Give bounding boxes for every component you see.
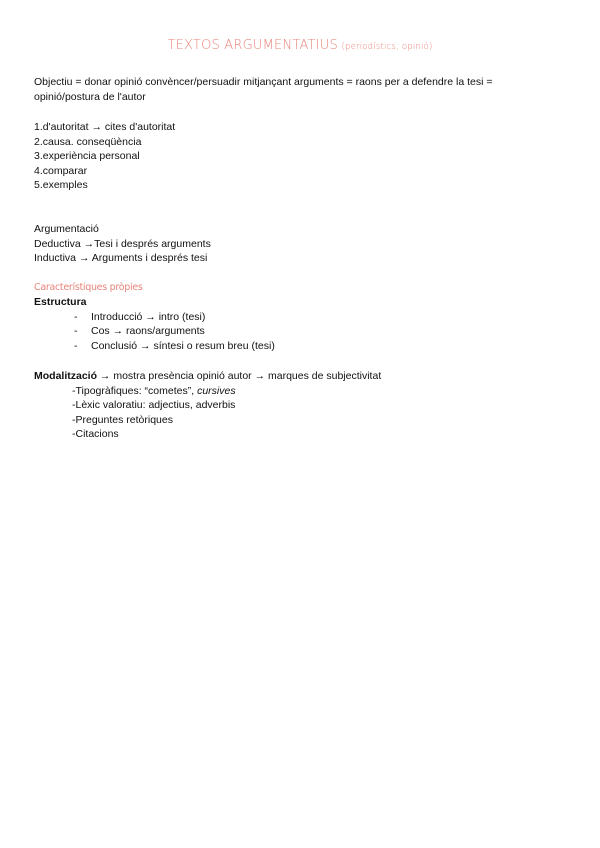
dash-bullet: - <box>74 310 78 323</box>
dash-bullet: - <box>74 325 78 338</box>
dash-bullet: - <box>74 339 78 352</box>
modalitzacio-section <box>34 369 554 442</box>
modalitzacio-item: -Lèxic valoratiu: adjectius, adverbis <box>72 399 236 412</box>
strategies-list <box>34 120 554 193</box>
objective-text: Objectiu = donar opinió convèncer/persuadir mitjançant arguments = raons per a defendre la tesi = opinió/postura de l'autor <box>34 76 493 103</box>
title-subtitle: (periodístics, opinió) <box>341 42 433 52</box>
strategy-item: 4.comparar <box>34 164 88 177</box>
estructura-item <box>34 324 554 339</box>
estructura-item <box>34 339 554 354</box>
strategy-item: 5.exemples <box>34 179 88 192</box>
document-title <box>0 38 600 53</box>
modalitzacio-description: → mostra presència opinió autor → marques de subjectivitat <box>97 370 382 382</box>
estructura-label: Estructura <box>34 296 87 308</box>
caracteristiques-heading: Característiques pròpies <box>34 282 143 293</box>
title-main: TEXTOS ARGUMENTATIUS <box>167 38 338 53</box>
modalitzacio-item: -Preguntes retòriques <box>72 413 173 426</box>
modalitzacio-item <box>34 384 554 399</box>
tipografiques-text: -Tipogràfiques: “cometes”, <box>72 384 198 397</box>
inductiva-line: Inductiva → Arguments i després tesi <box>34 252 208 265</box>
modalitzacio-item: -Citacions <box>72 428 119 441</box>
strategy-item: 1.d'autoritat → cites d'autoritat <box>34 121 176 133</box>
argumentacio-heading: Argumentació <box>34 223 99 235</box>
estructura-item <box>34 310 554 325</box>
tipografiques-italic: cursives <box>197 384 236 397</box>
argumentacio-section <box>34 222 554 266</box>
caracteristiques-section <box>34 281 554 353</box>
strategy-item: 3.experiència personal <box>34 150 140 163</box>
modalitzacio-label: Modalització <box>34 370 98 382</box>
estructura-item-text: Introducció → intro (tesi) <box>91 310 206 323</box>
deductiva-line: Deductiva →Tesi i després arguments <box>34 237 211 250</box>
estructura-item-text: Conclusió → síntesi o resum breu (tesi) <box>91 339 275 352</box>
objective-paragraph <box>34 75 554 104</box>
estructura-item-text: Cos → raons/arguments <box>91 325 205 338</box>
strategy-item: 2.causa. conseqüència <box>34 135 142 148</box>
modalitzacio-heading-line <box>34 369 554 384</box>
